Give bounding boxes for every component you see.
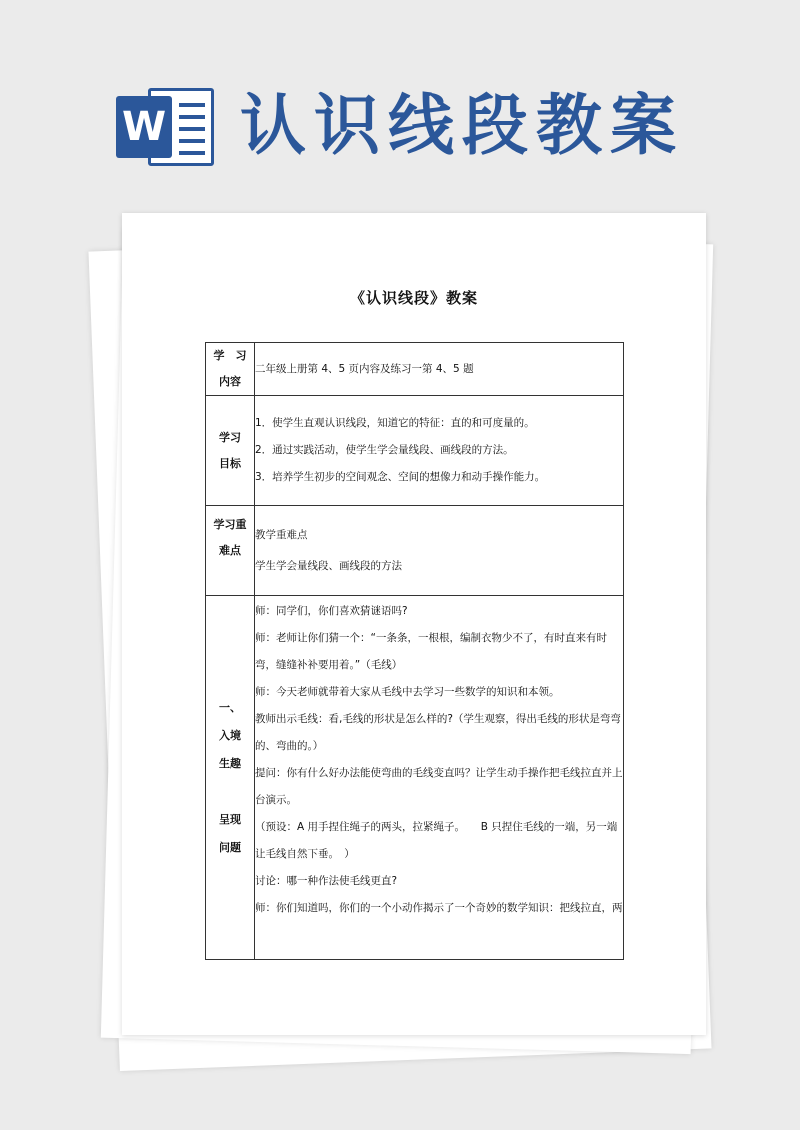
- row-content: 二年级上册第 4、5 页内容及练习一第 4、5 题: [255, 343, 624, 396]
- banner: [0, 0, 800, 200]
- document-title: 《认识线段》教案: [349, 289, 478, 307]
- banner-title: 认识线段教案: [240, 87, 684, 164]
- row-label: 学习 目标: [206, 396, 255, 506]
- row-label: 学 习 内容: [206, 343, 255, 396]
- lesson-plan-table: [205, 342, 624, 960]
- table-row-content: [206, 343, 624, 396]
- word-w-badge: W: [116, 96, 172, 158]
- document-page: [122, 213, 706, 1035]
- row-content: 教学重难点 学生学会量线段、画线段的方法: [255, 506, 624, 596]
- table-row-key-points: [206, 506, 624, 596]
- word-logo-icon: [110, 82, 220, 172]
- row-label: 一、 入境 生趣 呈现 问题: [206, 596, 255, 960]
- row-label: 学习重 难点: [206, 506, 255, 596]
- row-content: 师：同学们，你们喜欢猜谜语吗? 师：老师让你们猜一个：“一条条，一根根，编制衣物少不了，有时直来有时弯，缝缝补补要用着。”（毛线） 师：今天老师就带着大家从毛线中去学习一些数学的知识和本领。 教师出示毛线：看,毛线的形状是怎么样的?（学生观察，得出毛线的形状是弯弯的、弯曲的。） 提问：你有什么好办法能使弯曲的毛线变直吗？让学生动手操作把毛线拉直并上台演示。 （预设：A 用手捏住绳子的两头，拉紧绳子。 B 只捏住毛线的一端，另一端让毛线自然下垂。 ） 讨论：哪一种作法使毛线更直? 师：你们知道吗，你们的一个小动作揭示了一个奇妙的数学知识：把线拉直，两: [255, 596, 624, 960]
- row-content: 1．使学生直观认识线段，知道它的特征：直的和可度量的。 2．通过实践活动，使学生学会量线段、画线段的方法。 3．培养学生初步的空间观念、空间的想像力和动手操作能力。: [255, 396, 624, 506]
- table-row-intro: [206, 596, 624, 960]
- table-row-objectives: [206, 396, 624, 506]
